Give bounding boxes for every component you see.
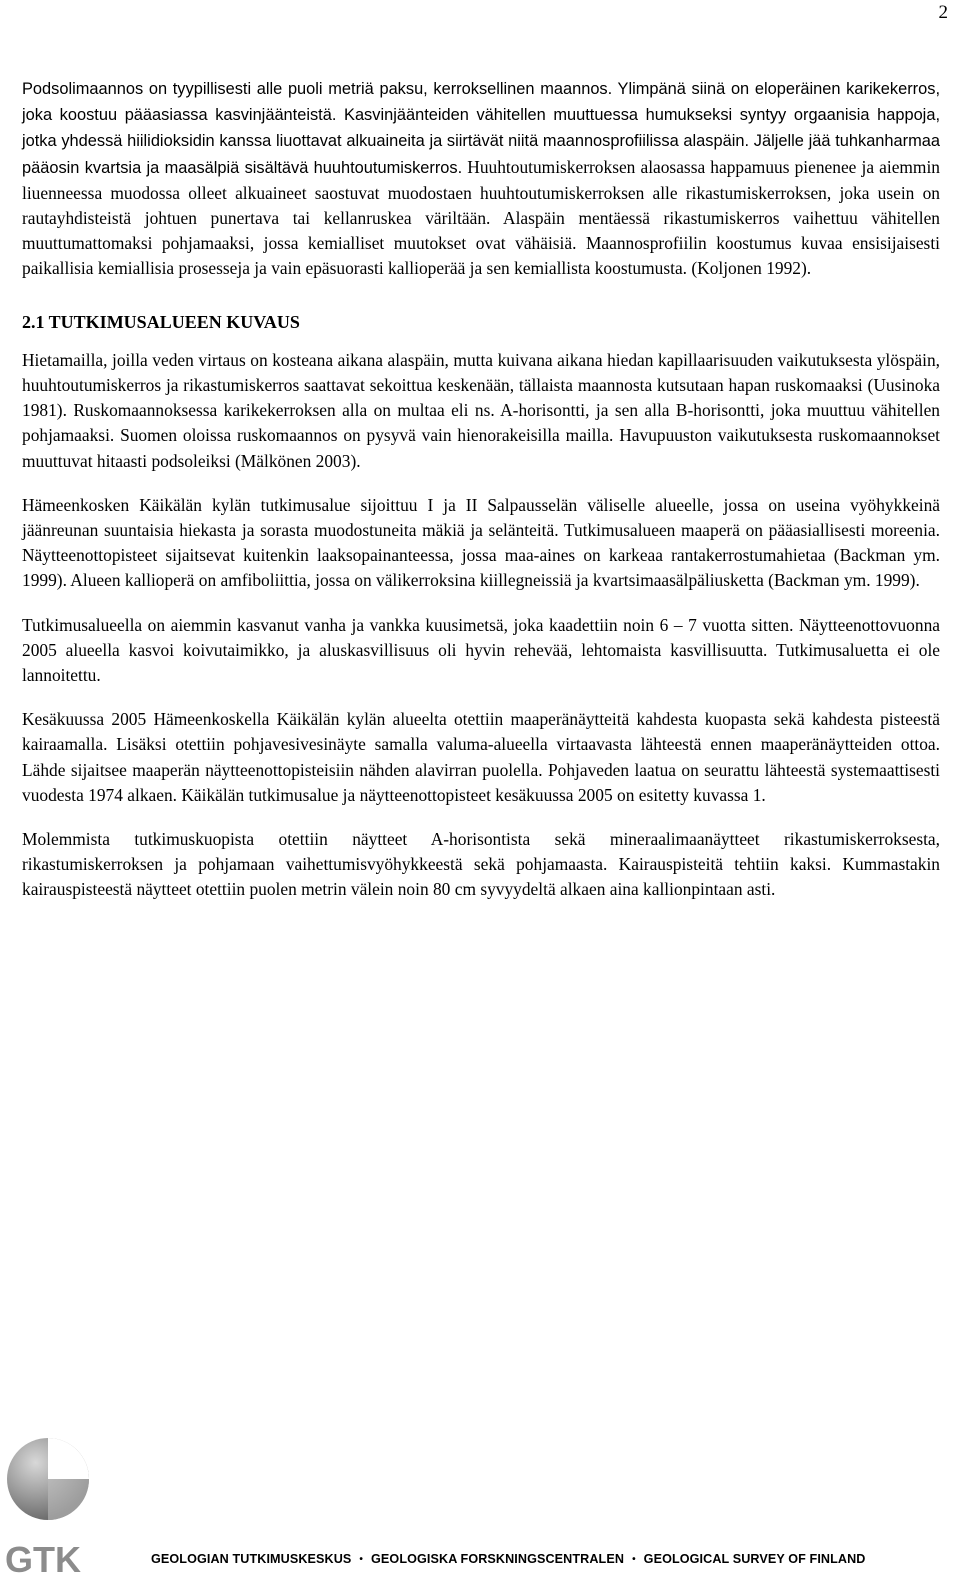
document-body bbox=[22, 76, 940, 922]
org-name-sv: GEOLOGISKA FORSKNINGSCENTRALEN bbox=[371, 1552, 625, 1566]
gtk-logo-icon bbox=[3, 1432, 93, 1577]
org-name-en: GEOLOGICAL SURVEY OF FINLAND bbox=[643, 1552, 866, 1566]
paragraph-podsol-part-b: Huuhtoutumiskerroksen alaosassa happamuus pienenee ja aiemmin liuenneessa muodossa olleet alkuaineet saostuvat muodostaen huuhtoutumiskerroksen alle rikastumiskerroksen, joka usein on rautayhdisteistä johtuen punertava tai kellanruskea väriltään. Alaspäin mentäessä rikastumiskerros vaihettuu vähitellen muuttumattomaksi pohjamaaksi, jossa kemialliset muutokset ovat vähäisiä. Maannosprofiilin koostumus kuvaa ensisijaisesti paikallisia kemiallisia prosesseja ja vain epäsuorasti kallioperää ja sen kemiallista koostumusta. (Koljonen 1992). bbox=[22, 156, 940, 279]
paragraph-podsol bbox=[22, 76, 940, 282]
footer-separator: • bbox=[632, 1554, 636, 1565]
page-number: 2 bbox=[938, 2, 948, 23]
org-name-fi: GEOLOGIAN TUTKIMUSKESKUS bbox=[151, 1552, 352, 1566]
paragraph-ruskomaa: Hietamailla, joilla veden virtaus on kosteana aikana alaspäin, mutta kuivana aikana hiedan kapillaarisuuden vaikutuksesta ylöspäin, huuhtoutumiskerros ja rikastumiskerros saattavat sekoittua keskenään, tällaista maannosta kutsutaan hapan ruskomaaksi (Uusinoka 1981). Ruskomaannoksessa karikekerroksen alla on multaa eli ns. A-horisontti, ja sen alla B-horisontti, joka muuttuu vähitellen pohjamaaksi. Suomen oloissa ruskomaannos on pysyvä vain hienorakeisilla mailla. Havupuuston vaikutuksesta ruskomaannokset muuttuvat hitaasti podsoleiksi (Mälkönen 2003). bbox=[22, 349, 940, 471]
paragraph-podsol-part-a: Podsolimaannos on tyypillisesti alle puoli metriä paksu, kerroksellinen maannos. Ylimpänä siinä on eloperäinen karikekerros, joka koostuu pääasiassa kasvinjäänteistä. Kasvinjäänteiden vähitellen muuttuessa humukseksi syntyy orgaanisia happoja, jotka yhdessä hiilidioksidin kanssa liuottavat alkuaineita ja siirtävät niitä maannosprofiilissa alaspäin. Jäljelle jää tuhkanharmaa pääosin kvartsia ja maasälpiä sisältävä huuhtoutumiskerros. bbox=[22, 80, 940, 177]
paragraph-vegetation: Tutkimusalueella on aiemmin kasvanut vanha ja vankka kuusimetsä, joka kaadettiin noin 6 – 7 vuotta sitten. Näytteenottovuonna 2005 alueella kasvoi koivutaimikko, ja aluskasvillisuus oli hyvin rehevää, lehtomaista kasvillisuutta. Tutkimusaluetta ei ole lannoitettu. bbox=[22, 614, 940, 686]
gtk-logo-text: GTK bbox=[5, 1539, 81, 1577]
section-heading: 2.1 TUTKIMUSALUEEN KUVAUS bbox=[22, 311, 300, 332]
paragraph-sampling: Kesäkuussa 2005 Hämeenkoskella Käikälän kylän alueelta otettiin maaperänäytteitä kahdesta kuopasta sekä kahdesta pisteestä kairaamalla. Lisäksi otettiin pohjavesivesinäyte samalla valuma-alueella virtaavasta lähteestä ennen maaperänäytteiden ottoa. Lähde sijaitsee maaperän näytteenottopisteisiin nähden alavirran puolella. Pohjaveden laatua on seurattu lähteestä systemaattisesti vuodesta 1974 alkaen. Käikälän tutkimusalue ja näytteenottopisteet kesäkuussa 2005 on esitetty kuvassa 1. bbox=[22, 709, 940, 805]
paragraph-study-area: Hämeenkosken Käikälän kylän tutkimusalue sijoittuu I ja II Salpausselän väliselle alueelle, jossa on useina vyöhykkeinä jäänreunan suuntaisia hiekasta ja sorasta muodostuneita mäkiä ja selänteitä. Tutkimusalueen maaperä on pääasiallisesti moreenia. Näytteenottopisteet sijaitsevat kuitenkin laaksopainanteessa, jossa maa-aines on karkeaa rantakerrostumahietaa (Backman ym. 1999). Alueen kallioperä on amfiboliittia, jossa on välikerroksina kiillegneissiä ja kvartsimaasälpäliusketta (Backman ym. 1999). bbox=[22, 494, 940, 591]
footer-organization-names bbox=[151, 1552, 952, 1566]
footer-separator: • bbox=[359, 1554, 364, 1565]
paragraph-samples: Molemmista tutkimuskuopista otettiin näytteet A-horisontista sekä mineraalimaanäytteet rikastumiskerroksesta, rikastumiskerroksen ja pohjamaan vaihettumisvyöhykkeestä sekä pohjamaasta. Kairauspisteitä tehtiin kaksi. Kummastakin kairauspisteestä näytteet otettiin puolen metrin välein noin 80 cm syvyydeltä alkaen aina kallionpintaan asti. bbox=[22, 829, 940, 900]
